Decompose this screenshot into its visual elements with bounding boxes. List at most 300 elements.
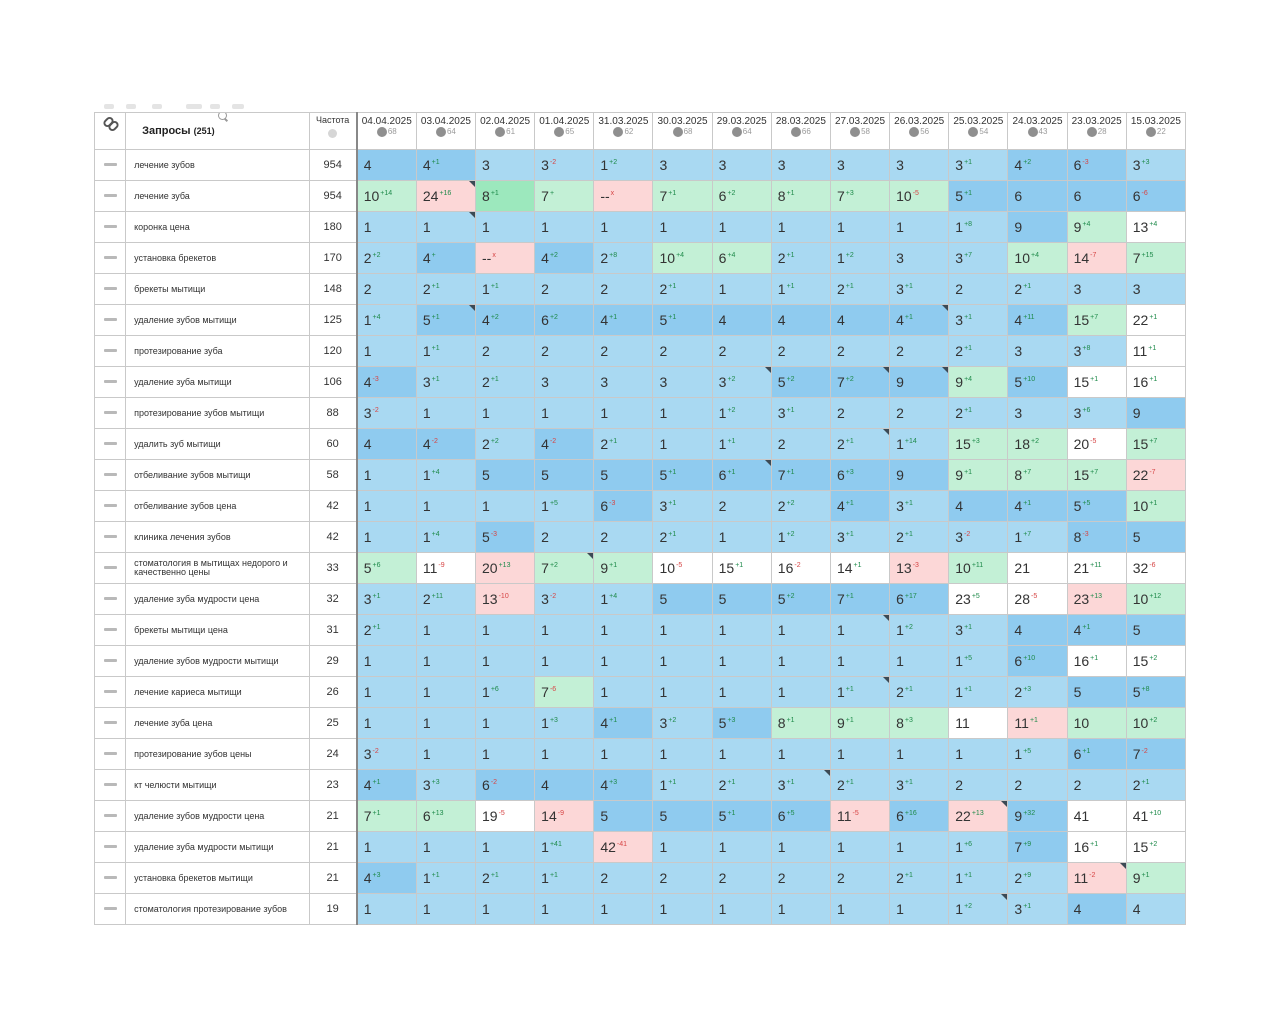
position-cell[interactable] bbox=[771, 491, 830, 522]
position-cell[interactable] bbox=[653, 150, 712, 181]
drag-handle-icon[interactable] bbox=[104, 163, 117, 166]
link-icon[interactable] bbox=[103, 115, 117, 129]
query-cell[interactable]: стоматология в мытищах недорого и качественно цены bbox=[126, 553, 310, 584]
position-cell[interactable] bbox=[594, 181, 653, 212]
position-cell[interactable] bbox=[949, 150, 1008, 181]
position-cell[interactable] bbox=[1126, 181, 1185, 212]
position-cell[interactable] bbox=[830, 274, 889, 305]
position-cell[interactable] bbox=[1126, 801, 1185, 832]
position-cell[interactable] bbox=[712, 832, 771, 863]
position-cell[interactable] bbox=[594, 367, 653, 398]
table-row[interactable] bbox=[95, 305, 1186, 336]
drag-handle[interactable] bbox=[95, 367, 126, 398]
table-row[interactable] bbox=[95, 336, 1186, 367]
table-row[interactable] bbox=[95, 460, 1186, 491]
date-column-header[interactable] bbox=[476, 113, 535, 150]
position-cell[interactable] bbox=[357, 801, 417, 832]
position-cell[interactable] bbox=[1067, 584, 1126, 615]
position-cell[interactable] bbox=[653, 429, 712, 460]
date-column-header[interactable] bbox=[416, 113, 475, 150]
query-cell[interactable]: кт челюсти мытищи bbox=[126, 770, 310, 801]
position-cell[interactable] bbox=[830, 584, 889, 615]
position-cell[interactable] bbox=[594, 739, 653, 770]
table-row[interactable] bbox=[95, 708, 1186, 739]
position-cell[interactable] bbox=[476, 739, 535, 770]
position-cell[interactable] bbox=[890, 274, 949, 305]
position-cell[interactable] bbox=[653, 770, 712, 801]
position-cell[interactable] bbox=[357, 243, 417, 274]
drag-handle[interactable] bbox=[95, 863, 126, 894]
position-cell[interactable] bbox=[535, 429, 594, 460]
position-cell[interactable] bbox=[771, 615, 830, 646]
position-cell[interactable] bbox=[535, 150, 594, 181]
position-cell[interactable] bbox=[357, 460, 417, 491]
table-row[interactable] bbox=[95, 739, 1186, 770]
position-cell[interactable] bbox=[1008, 181, 1067, 212]
table-row[interactable] bbox=[95, 801, 1186, 832]
search-icon[interactable] bbox=[218, 113, 227, 121]
position-cell[interactable] bbox=[476, 522, 535, 553]
position-cell[interactable] bbox=[1126, 460, 1185, 491]
drag-handle[interactable] bbox=[95, 274, 126, 305]
position-cell[interactable] bbox=[1067, 615, 1126, 646]
table-row[interactable] bbox=[95, 522, 1186, 553]
position-cell[interactable] bbox=[771, 522, 830, 553]
table-row[interactable] bbox=[95, 832, 1186, 863]
drag-handle[interactable] bbox=[95, 336, 126, 367]
position-cell[interactable] bbox=[830, 460, 889, 491]
position-cell[interactable] bbox=[594, 150, 653, 181]
position-cell[interactable] bbox=[476, 460, 535, 491]
position-cell[interactable] bbox=[712, 460, 771, 491]
position-cell[interactable] bbox=[890, 615, 949, 646]
position-cell[interactable] bbox=[535, 336, 594, 367]
table-row[interactable] bbox=[95, 274, 1186, 305]
position-cell[interactable] bbox=[890, 398, 949, 429]
position-cell[interactable] bbox=[1067, 491, 1126, 522]
position-cell[interactable] bbox=[890, 522, 949, 553]
drag-handle-icon[interactable] bbox=[104, 442, 117, 445]
position-cell[interactable] bbox=[476, 863, 535, 894]
position-cell[interactable] bbox=[890, 584, 949, 615]
position-cell[interactable] bbox=[416, 491, 475, 522]
position-cell[interactable] bbox=[771, 770, 830, 801]
position-cell[interactable] bbox=[949, 274, 1008, 305]
position-cell[interactable] bbox=[949, 894, 1008, 925]
position-cell[interactable] bbox=[1126, 770, 1185, 801]
position-cell[interactable] bbox=[771, 243, 830, 274]
date-column-header[interactable] bbox=[1126, 113, 1185, 150]
position-cell[interactable] bbox=[416, 367, 475, 398]
query-cell[interactable]: протезирование зубов мытищи bbox=[126, 398, 310, 429]
position-cell[interactable] bbox=[949, 770, 1008, 801]
position-cell[interactable] bbox=[712, 150, 771, 181]
position-cell[interactable] bbox=[890, 305, 949, 336]
drag-handle-icon[interactable] bbox=[104, 504, 117, 507]
position-cell[interactable] bbox=[357, 584, 417, 615]
position-cell[interactable] bbox=[594, 429, 653, 460]
position-cell[interactable] bbox=[357, 677, 417, 708]
table-row[interactable] bbox=[95, 491, 1186, 522]
position-cell[interactable] bbox=[594, 460, 653, 491]
position-cell[interactable] bbox=[771, 832, 830, 863]
position-cell[interactable] bbox=[594, 274, 653, 305]
position-cell[interactable] bbox=[890, 677, 949, 708]
position-cell[interactable] bbox=[890, 553, 949, 584]
position-cell[interactable] bbox=[1008, 274, 1067, 305]
position-cell[interactable] bbox=[653, 863, 712, 894]
position-cell[interactable] bbox=[535, 553, 594, 584]
position-cell[interactable] bbox=[535, 615, 594, 646]
position-cell[interactable] bbox=[712, 336, 771, 367]
frequency-column-header[interactable]: Частота bbox=[309, 113, 357, 150]
position-cell[interactable] bbox=[771, 646, 830, 677]
position-cell[interactable] bbox=[949, 460, 1008, 491]
position-cell[interactable] bbox=[476, 181, 535, 212]
position-cell[interactable] bbox=[653, 739, 712, 770]
drag-handle-icon[interactable] bbox=[104, 225, 117, 228]
position-cell[interactable] bbox=[594, 801, 653, 832]
position-cell[interactable] bbox=[416, 553, 475, 584]
position-cell[interactable] bbox=[1008, 429, 1067, 460]
position-cell[interactable] bbox=[712, 615, 771, 646]
position-cell[interactable] bbox=[1008, 212, 1067, 243]
position-cell[interactable] bbox=[357, 336, 417, 367]
position-cell[interactable] bbox=[653, 181, 712, 212]
position-cell[interactable] bbox=[771, 336, 830, 367]
position-cell[interactable] bbox=[771, 212, 830, 243]
position-cell[interactable] bbox=[416, 894, 475, 925]
position-cell[interactable] bbox=[949, 708, 1008, 739]
position-cell[interactable] bbox=[890, 429, 949, 460]
position-cell[interactable] bbox=[949, 212, 1008, 243]
drag-handle-icon[interactable] bbox=[104, 690, 117, 693]
position-cell[interactable] bbox=[771, 150, 830, 181]
drag-handle[interactable] bbox=[95, 646, 126, 677]
position-cell[interactable] bbox=[1126, 832, 1185, 863]
position-cell[interactable] bbox=[830, 646, 889, 677]
position-cell[interactable] bbox=[830, 770, 889, 801]
position-cell[interactable] bbox=[712, 739, 771, 770]
position-cell[interactable] bbox=[771, 429, 830, 460]
position-cell[interactable] bbox=[771, 863, 830, 894]
position-cell[interactable] bbox=[1126, 646, 1185, 677]
position-cell[interactable] bbox=[416, 305, 475, 336]
position-cell[interactable] bbox=[476, 584, 535, 615]
position-cell[interactable] bbox=[771, 801, 830, 832]
position-cell[interactable] bbox=[712, 429, 771, 460]
date-column-header[interactable] bbox=[771, 113, 830, 150]
position-cell[interactable] bbox=[416, 274, 475, 305]
position-cell[interactable] bbox=[712, 212, 771, 243]
position-cell[interactable] bbox=[476, 274, 535, 305]
date-column-header[interactable] bbox=[830, 113, 889, 150]
position-cell[interactable] bbox=[1008, 243, 1067, 274]
position-cell[interactable] bbox=[1008, 832, 1067, 863]
position-cell[interactable] bbox=[357, 212, 417, 243]
queries-column-header[interactable]: Запросы (251) bbox=[126, 113, 310, 150]
position-cell[interactable] bbox=[653, 212, 712, 243]
position-cell[interactable] bbox=[771, 367, 830, 398]
position-cell[interactable] bbox=[712, 274, 771, 305]
position-cell[interactable] bbox=[535, 584, 594, 615]
position-cell[interactable] bbox=[830, 739, 889, 770]
position-cell[interactable] bbox=[830, 305, 889, 336]
table-row[interactable] bbox=[95, 584, 1186, 615]
position-cell[interactable] bbox=[594, 615, 653, 646]
table-row[interactable] bbox=[95, 367, 1186, 398]
position-cell[interactable] bbox=[1008, 615, 1067, 646]
position-cell[interactable] bbox=[1126, 553, 1185, 584]
position-cell[interactable] bbox=[949, 832, 1008, 863]
position-cell[interactable] bbox=[476, 677, 535, 708]
position-cell[interactable] bbox=[535, 770, 594, 801]
position-cell[interactable] bbox=[1067, 305, 1126, 336]
position-cell[interactable] bbox=[594, 646, 653, 677]
position-cell[interactable] bbox=[890, 181, 949, 212]
table-row[interactable] bbox=[95, 863, 1186, 894]
position-cell[interactable] bbox=[712, 863, 771, 894]
position-cell[interactable] bbox=[949, 584, 1008, 615]
drag-handle[interactable] bbox=[95, 615, 126, 646]
position-cell[interactable] bbox=[357, 832, 417, 863]
table-row[interactable] bbox=[95, 646, 1186, 677]
position-cell[interactable] bbox=[653, 553, 712, 584]
position-cell[interactable] bbox=[712, 181, 771, 212]
position-cell[interactable] bbox=[712, 708, 771, 739]
query-cell[interactable]: протезирование зуба bbox=[126, 336, 310, 367]
query-cell[interactable]: отбеливание зубов мытищи bbox=[126, 460, 310, 491]
drag-handle-icon[interactable] bbox=[104, 380, 117, 383]
position-cell[interactable] bbox=[594, 398, 653, 429]
position-cell[interactable] bbox=[830, 894, 889, 925]
position-cell[interactable] bbox=[594, 305, 653, 336]
position-cell[interactable] bbox=[535, 491, 594, 522]
position-cell[interactable] bbox=[357, 150, 417, 181]
position-cell[interactable] bbox=[949, 429, 1008, 460]
drag-handle[interactable] bbox=[95, 708, 126, 739]
position-cell[interactable] bbox=[1067, 367, 1126, 398]
position-cell[interactable] bbox=[357, 739, 417, 770]
position-cell[interactable] bbox=[653, 491, 712, 522]
position-cell[interactable] bbox=[476, 305, 535, 336]
position-cell[interactable] bbox=[949, 801, 1008, 832]
query-cell[interactable]: установка брекетов мытищи bbox=[126, 863, 310, 894]
query-cell[interactable]: коронка цена bbox=[126, 212, 310, 243]
position-cell[interactable] bbox=[890, 708, 949, 739]
position-cell[interactable] bbox=[771, 181, 830, 212]
position-cell[interactable] bbox=[357, 708, 417, 739]
position-cell[interactable] bbox=[949, 863, 1008, 894]
drag-handle[interactable] bbox=[95, 460, 126, 491]
position-cell[interactable] bbox=[1067, 708, 1126, 739]
position-cell[interactable] bbox=[416, 212, 475, 243]
position-cell[interactable] bbox=[535, 274, 594, 305]
position-cell[interactable] bbox=[949, 522, 1008, 553]
position-cell[interactable] bbox=[476, 646, 535, 677]
position-cell[interactable] bbox=[357, 553, 417, 584]
query-cell[interactable]: установка брекетов bbox=[126, 243, 310, 274]
drag-handle-icon[interactable] bbox=[104, 566, 117, 569]
position-cell[interactable] bbox=[830, 708, 889, 739]
position-cell[interactable] bbox=[1067, 801, 1126, 832]
position-cell[interactable] bbox=[771, 460, 830, 491]
table-row[interactable] bbox=[95, 181, 1186, 212]
drag-handle-icon[interactable] bbox=[104, 194, 117, 197]
position-cell[interactable] bbox=[653, 243, 712, 274]
position-cell[interactable] bbox=[535, 367, 594, 398]
position-cell[interactable] bbox=[653, 894, 712, 925]
position-cell[interactable] bbox=[1008, 646, 1067, 677]
position-cell[interactable] bbox=[1008, 801, 1067, 832]
position-cell[interactable] bbox=[416, 615, 475, 646]
position-cell[interactable] bbox=[1126, 398, 1185, 429]
table-row[interactable] bbox=[95, 553, 1186, 584]
link-column-header[interactable] bbox=[95, 113, 126, 150]
position-cell[interactable] bbox=[476, 491, 535, 522]
drag-handle[interactable] bbox=[95, 150, 126, 181]
date-column-header[interactable] bbox=[1008, 113, 1067, 150]
position-cell[interactable] bbox=[712, 677, 771, 708]
position-cell[interactable] bbox=[594, 677, 653, 708]
position-cell[interactable] bbox=[1008, 770, 1067, 801]
position-cell[interactable] bbox=[416, 646, 475, 677]
position-cell[interactable] bbox=[1067, 150, 1126, 181]
drag-handle[interactable] bbox=[95, 770, 126, 801]
table-row[interactable] bbox=[95, 398, 1186, 429]
position-cell[interactable] bbox=[890, 491, 949, 522]
position-cell[interactable] bbox=[1067, 553, 1126, 584]
position-cell[interactable] bbox=[830, 212, 889, 243]
date-column-header[interactable] bbox=[712, 113, 771, 150]
position-cell[interactable] bbox=[712, 584, 771, 615]
position-cell[interactable] bbox=[890, 243, 949, 274]
drag-handle-icon[interactable] bbox=[104, 814, 117, 817]
drag-handle-icon[interactable] bbox=[104, 845, 117, 848]
position-cell[interactable] bbox=[712, 801, 771, 832]
query-cell[interactable]: брекеты мытищи цена bbox=[126, 615, 310, 646]
position-cell[interactable] bbox=[712, 398, 771, 429]
position-cell[interactable] bbox=[653, 801, 712, 832]
position-cell[interactable] bbox=[890, 150, 949, 181]
position-cell[interactable] bbox=[653, 274, 712, 305]
drag-handle[interactable] bbox=[95, 739, 126, 770]
position-cell[interactable] bbox=[416, 677, 475, 708]
query-cell[interactable]: удаление зуба мудрости мытищи bbox=[126, 832, 310, 863]
position-cell[interactable] bbox=[1067, 739, 1126, 770]
position-cell[interactable] bbox=[949, 181, 1008, 212]
position-cell[interactable] bbox=[1067, 646, 1126, 677]
drag-handle[interactable] bbox=[95, 832, 126, 863]
position-cell[interactable] bbox=[1126, 677, 1185, 708]
position-cell[interactable] bbox=[416, 708, 475, 739]
table-row[interactable] bbox=[95, 429, 1186, 460]
drag-handle[interactable] bbox=[95, 491, 126, 522]
position-cell[interactable] bbox=[357, 274, 417, 305]
position-cell[interactable] bbox=[1008, 584, 1067, 615]
position-cell[interactable] bbox=[771, 584, 830, 615]
position-cell[interactable] bbox=[712, 243, 771, 274]
drag-handle[interactable] bbox=[95, 801, 126, 832]
drag-handle[interactable] bbox=[95, 894, 126, 925]
position-cell[interactable] bbox=[1067, 460, 1126, 491]
position-cell[interactable] bbox=[1008, 150, 1067, 181]
position-cell[interactable] bbox=[653, 708, 712, 739]
position-cell[interactable] bbox=[712, 894, 771, 925]
position-cell[interactable] bbox=[1126, 615, 1185, 646]
drag-handle-icon[interactable] bbox=[104, 721, 117, 724]
position-cell[interactable] bbox=[416, 832, 475, 863]
drag-handle[interactable] bbox=[95, 212, 126, 243]
position-cell[interactable] bbox=[1126, 305, 1185, 336]
date-column-header[interactable] bbox=[890, 113, 949, 150]
position-cell[interactable] bbox=[535, 646, 594, 677]
position-cell[interactable] bbox=[890, 739, 949, 770]
position-cell[interactable] bbox=[535, 863, 594, 894]
query-cell[interactable]: лечение кариеса мытищи bbox=[126, 677, 310, 708]
position-cell[interactable] bbox=[594, 336, 653, 367]
position-cell[interactable] bbox=[712, 770, 771, 801]
query-cell[interactable]: брекеты мытищи bbox=[126, 274, 310, 305]
position-cell[interactable] bbox=[771, 305, 830, 336]
position-cell[interactable] bbox=[594, 584, 653, 615]
position-cell[interactable] bbox=[771, 677, 830, 708]
position-cell[interactable] bbox=[653, 615, 712, 646]
position-cell[interactable] bbox=[771, 274, 830, 305]
drag-handle-icon[interactable] bbox=[104, 349, 117, 352]
position-cell[interactable] bbox=[830, 429, 889, 460]
drag-handle[interactable] bbox=[95, 677, 126, 708]
position-cell[interactable] bbox=[949, 305, 1008, 336]
position-cell[interactable] bbox=[1008, 863, 1067, 894]
position-cell[interactable] bbox=[1126, 863, 1185, 894]
position-cell[interactable] bbox=[1067, 336, 1126, 367]
position-cell[interactable] bbox=[476, 243, 535, 274]
position-cell[interactable] bbox=[949, 739, 1008, 770]
position-cell[interactable] bbox=[890, 336, 949, 367]
position-cell[interactable] bbox=[1008, 894, 1067, 925]
position-cell[interactable] bbox=[535, 243, 594, 274]
drag-handle-icon[interactable] bbox=[104, 752, 117, 755]
position-cell[interactable] bbox=[476, 150, 535, 181]
drag-handle[interactable] bbox=[95, 429, 126, 460]
position-cell[interactable] bbox=[476, 212, 535, 243]
position-cell[interactable] bbox=[1126, 429, 1185, 460]
table-row[interactable] bbox=[95, 243, 1186, 274]
position-cell[interactable] bbox=[1067, 677, 1126, 708]
position-cell[interactable] bbox=[476, 367, 535, 398]
position-cell[interactable] bbox=[357, 770, 417, 801]
position-cell[interactable] bbox=[357, 181, 417, 212]
position-cell[interactable] bbox=[594, 770, 653, 801]
position-cell[interactable] bbox=[594, 243, 653, 274]
position-cell[interactable] bbox=[416, 398, 475, 429]
drag-handle[interactable] bbox=[95, 181, 126, 212]
query-cell[interactable]: протезирование зубов цены bbox=[126, 739, 310, 770]
drag-handle-icon[interactable] bbox=[104, 628, 117, 631]
position-cell[interactable] bbox=[830, 150, 889, 181]
date-column-header[interactable] bbox=[653, 113, 712, 150]
position-cell[interactable] bbox=[1008, 553, 1067, 584]
query-cell[interactable]: стоматология протезирование зубов bbox=[126, 894, 310, 925]
position-cell[interactable] bbox=[771, 894, 830, 925]
position-cell[interactable] bbox=[890, 894, 949, 925]
position-cell[interactable] bbox=[416, 429, 475, 460]
position-cell[interactable] bbox=[653, 832, 712, 863]
position-cell[interactable] bbox=[416, 460, 475, 491]
position-cell[interactable] bbox=[653, 522, 712, 553]
query-cell[interactable]: удаление зубов мудрости мытищи bbox=[126, 646, 310, 677]
